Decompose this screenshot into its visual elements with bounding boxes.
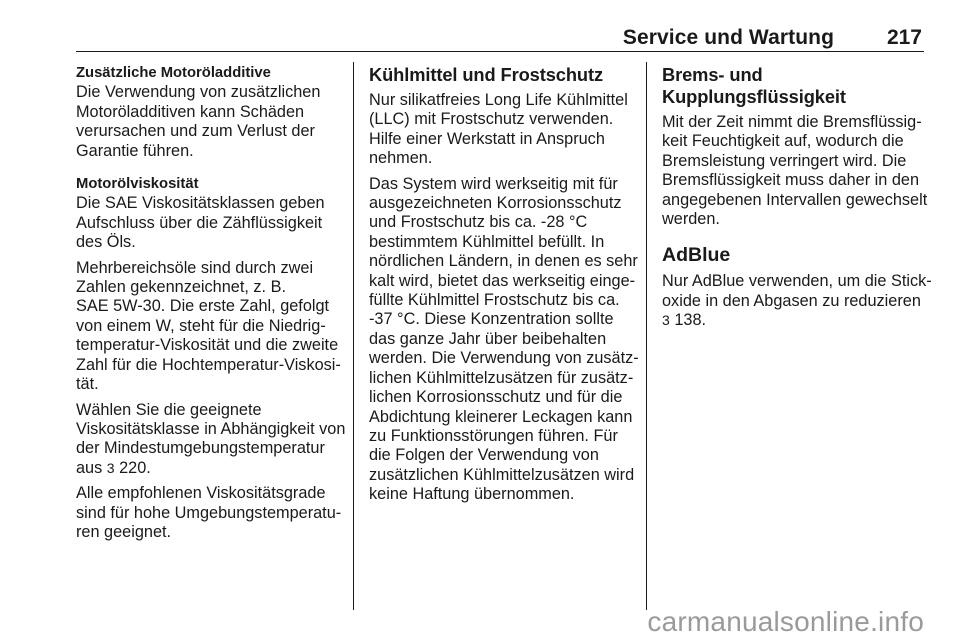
- page-reference-icon: 3: [662, 312, 670, 329]
- column-1: [76, 64, 348, 548]
- text-line: Motoröladditiven kann Schäden: [76, 102, 305, 121]
- text-line: oxide in den Abgasen zu reduzieren: [662, 291, 921, 310]
- text-line: bestimmtem Kühlmittel befüllt. In: [369, 232, 605, 251]
- page-reference-icon: 3: [106, 459, 115, 476]
- text-line: Wählen Sie die geeignete: [76, 400, 262, 419]
- page-reference-link[interactable]: 138.: [674, 311, 707, 330]
- page-header: [76, 22, 924, 52]
- heading-kuehlmittel: Kühlmittel und Frostschutz: [369, 64, 604, 85]
- text-line: Aufschluss über die Zähflüssigkeit: [76, 213, 323, 232]
- paragraph-bremsfluessigkeit: [662, 113, 926, 229]
- text-line: tät.: [76, 375, 99, 394]
- text-line: ren geeignet.: [76, 522, 172, 541]
- watermark-text: carmanualsonline.info: [647, 606, 924, 637]
- text-line: temperatur-Viskosität und die zweite: [76, 336, 339, 355]
- column-divider-1: [353, 62, 354, 610]
- text-line: Alle empfohlenen Viskositätsgrade: [76, 484, 326, 503]
- heading-bremsfluessigkeit: Brems- und Kupplungsflüssigkeit: [662, 64, 846, 107]
- page-reference-link[interactable]: 220.: [119, 458, 151, 477]
- page-number: 217: [886, 26, 922, 49]
- text-line: das ganze Jahr über beibehalten: [369, 329, 607, 348]
- text-line: Nur silikatfreies Long Life Kühlmittel: [369, 91, 628, 109]
- text-line: angegebenen Intervallen gewechselt: [662, 190, 928, 209]
- heading-adblue: AdBlue: [662, 244, 731, 267]
- text-line: lichen Kühlmittelzusätzen für zusätz-: [369, 368, 634, 387]
- text-line: und Frostschutz bis ca. -28 °C: [369, 213, 588, 232]
- paragraph-empfohlen: [76, 484, 348, 542]
- text-line: Das System wird werkseitig mit für: [369, 174, 618, 193]
- text-line: Zahl für die Hochtemperatur-Viskosi-: [76, 355, 341, 374]
- text-line: nördlichen Ländern, in denen es sehr: [369, 252, 638, 271]
- text-line: Mehrbereichsöle sind durch zwei: [76, 258, 314, 277]
- paragraph-adblue: [662, 272, 932, 330]
- text-line: verursachen und zum Verlust der: [76, 122, 315, 141]
- text-line: Abdichtung kleinerer Leckagen kann: [369, 407, 633, 426]
- paragraph-mehrbereichsoele: [76, 259, 348, 395]
- text-line: der Mindestumgebungstemperatur: [76, 439, 325, 458]
- paragraph-system: [369, 174, 639, 505]
- text-line: Mit der Zeit nimmt die Bremsflüssig-: [662, 113, 922, 131]
- text-line: kalt wird, bietet das werkseitig einge-: [369, 271, 636, 290]
- paragraph-sae: [76, 194, 348, 252]
- text-line: Zahlen gekennzeichnet, z. B.: [76, 278, 286, 297]
- text-line: werden.: [662, 210, 720, 229]
- text-line: von einem W, steht für die Niedrig-: [76, 316, 326, 335]
- text-line-with-ref: [76, 459, 348, 478]
- text-line: zu Funktionsstörungen führen. Für: [369, 426, 618, 445]
- text-line: nehmen.: [369, 149, 433, 168]
- text-line: zusätzlichen Kühlmittelzusätzen wird: [369, 465, 635, 484]
- section-title: Service und Wartung: [622, 26, 834, 49]
- text-line: des Öls.: [76, 233, 136, 252]
- text-line: Viskositätsklasse in Abhängigkeit von: [76, 419, 346, 438]
- ref-prefix: aus: [76, 458, 103, 477]
- text-line: Nur AdBlue verwenden, um die Stick-: [662, 272, 932, 291]
- paragraph-additive: [76, 83, 348, 161]
- heading-motoroeladditive: Zusätzliche Motoröladditive: [76, 65, 271, 81]
- text-line: Garantie führen.: [76, 141, 194, 160]
- text-line: Bremsleistung verringert wird. Die: [662, 151, 907, 170]
- text-line: Die Verwendung von zusätzlichen: [76, 83, 321, 102]
- text-line: füllte Kühlmittel Frostschutz bis ca.: [369, 291, 620, 310]
- text-line: lichen Korrosionsschutz und für die: [369, 388, 623, 407]
- text-line: werden. Die Verwendung von zusätz-: [369, 349, 639, 368]
- text-line: -37 °C. Diese Konzentration sollte: [369, 310, 614, 329]
- text-line-with-ref: [662, 311, 926, 330]
- text-line: keit Feuchtigkeit auf, wodurch die: [662, 132, 904, 151]
- text-line: die Folgen der Verwendung von: [369, 446, 599, 465]
- text-line: sind für hohe Umgebungstemperatu-: [76, 503, 342, 522]
- heading-viskositaet: Motorölviskosität: [76, 176, 199, 193]
- text-line: keine Haftung übernommen.: [369, 485, 575, 504]
- text-line: Hilfe einer Werkstatt in Anspruch: [369, 129, 605, 148]
- text-line: SAE 5W-30. Die erste Zahl, gefolgt: [76, 297, 330, 316]
- paragraph-silikatfrei: [369, 91, 635, 169]
- column-2: [369, 64, 639, 511]
- column-3: [662, 64, 932, 337]
- column-divider-2: [646, 62, 647, 610]
- text-line: Die SAE Viskositätsklassen geben: [76, 194, 325, 213]
- paragraph-waehlen: [76, 401, 348, 479]
- text-line: Bremsflüssigkeit muss daher in den: [662, 171, 919, 190]
- text-line: ausgezeichneten Korrosionsschutz: [369, 194, 622, 213]
- text-line: (LLC) mit Frostschutz verwenden.: [369, 110, 614, 129]
